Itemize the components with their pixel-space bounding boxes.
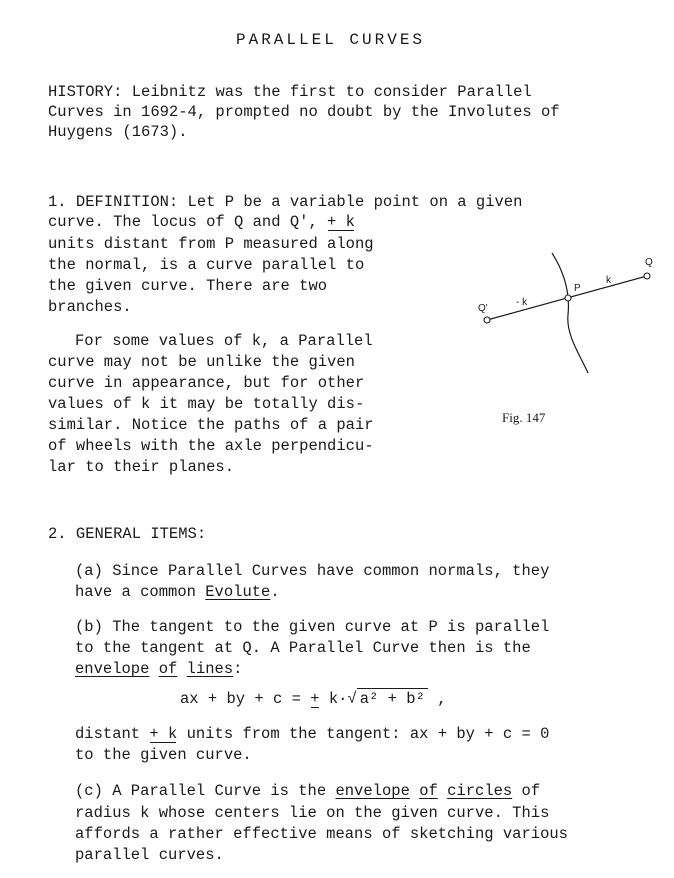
definition-para2-line-6: of wheels with the axle perpendicu- (48, 437, 374, 455)
definition-para2-line-3: curve in appearance, but for other (48, 374, 365, 392)
label-q: Q (645, 257, 653, 268)
page-title: PARALLEL CURVES (236, 31, 426, 49)
definition-line-2: curve. The locus of Q and Q', + k (48, 213, 355, 231)
circles-term: circles (447, 782, 513, 800)
figure-caption: Fig. 147 (502, 410, 546, 425)
evolute-term: Evolute (205, 583, 271, 601)
figure-147 (470, 245, 670, 390)
item-b-line-5: to the given curve. (75, 746, 252, 764)
definition-para2-line-2: curve may not be unlike the given (48, 353, 355, 371)
given-curve (552, 253, 588, 373)
label-p: P (574, 283, 581, 294)
general-label: 2. GENERAL ITEMS: (48, 525, 207, 543)
point-q (644, 273, 650, 279)
item-c-line-2: radius k whose centers lie on the given curve. This (75, 804, 550, 822)
point-q-prime (484, 317, 490, 323)
definition-para2-line-5: similar. Notice the paths of a pair (48, 416, 374, 434)
history-line-1: HISTORY: Leibnitz was the first to consider Parallel (48, 83, 532, 101)
definition-line-1: 1. DEFINITION: Let P be a variable point on a given (48, 193, 523, 211)
item-c-line-4: parallel curves. (75, 846, 224, 864)
plus-minus: + (310, 690, 320, 708)
history-label: HISTORY: (48, 83, 123, 101)
item-a-line-2: have a common Evolute. (75, 583, 280, 601)
label-q-prime: Q' (478, 303, 488, 314)
plus-minus-k: + k (327, 213, 355, 231)
definition-line-5: the given curve. There are two (48, 277, 328, 295)
lines-term: lines (186, 660, 234, 678)
item-c-line-1: (c) A Parallel Curve is the envelope of circles of (75, 782, 541, 800)
label-k: k (606, 275, 611, 286)
item-b-line-3: envelope of lines: (75, 660, 243, 678)
definition-para2-line-4: values of k it may be totally dis- (48, 395, 365, 413)
history-line-3: Huygens (1673). (48, 123, 188, 141)
item-b-line-4: distant + k units from the tangent: ax + by + c = 0 (75, 725, 550, 743)
definition-para2-line-7: lar to their planes. (48, 458, 235, 476)
definition-line-3: units distant from P measured along (48, 235, 374, 253)
parallel-curve-diagram (470, 245, 670, 385)
item-a-line-1: (a) Since Parallel Curves have common normals, they (75, 562, 550, 580)
definition-line-6: branches. (48, 298, 132, 316)
item-c-line-3: affords a rather effective means of sketching various (75, 825, 568, 843)
formula: ax + by + c = + k·√ a² + b² , (180, 690, 447, 708)
definition-line-4: the normal, is a curve parallel to (48, 256, 365, 274)
envelope-term-2: envelope (335, 782, 410, 800)
definition-label: 1. DEFINITION: (48, 193, 179, 211)
item-b-line-1: (b) The tangent to the given curve at P is parallel (75, 618, 550, 636)
sqrt-symbol: √ (347, 690, 357, 708)
history-line-2: Curves in 1692-4, prompted no doubt by the Involutes of (48, 103, 560, 121)
label-minus-k: - k (516, 297, 528, 308)
envelope-term: envelope (75, 660, 150, 678)
plus-minus-k-2: + k (149, 725, 178, 743)
definition-para2-line-1: For some values of k, a Parallel (75, 332, 373, 350)
sqrt-radicand: a² + b² (357, 688, 428, 709)
point-p (565, 295, 571, 301)
item-b-line-2: to the tangent at Q. A Parallel Curve then is the (75, 639, 531, 657)
